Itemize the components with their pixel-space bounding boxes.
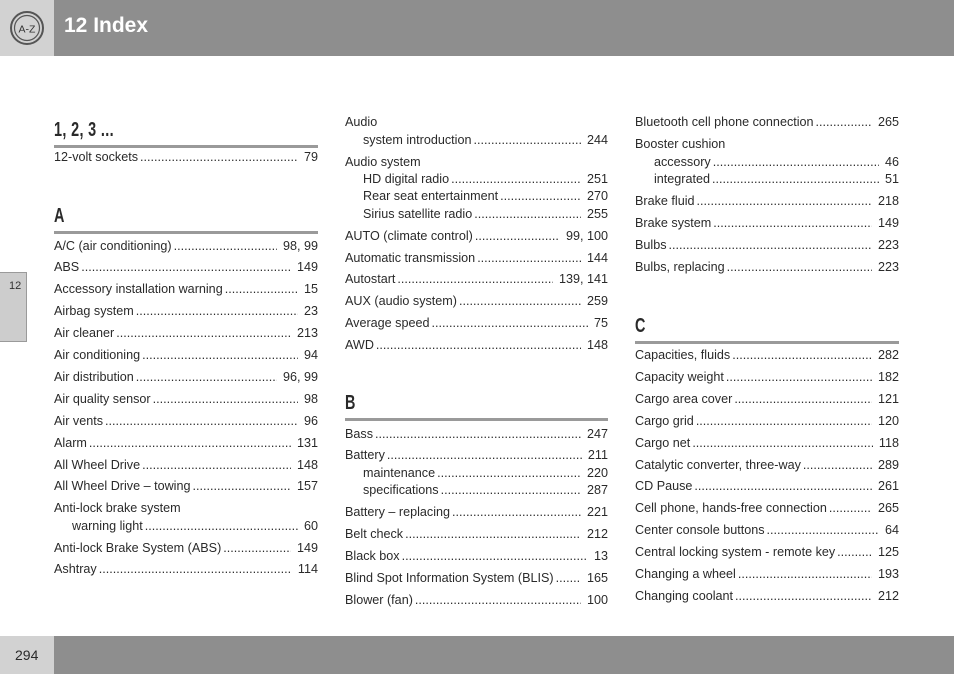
page-title: 12 Index (64, 14, 149, 37)
index-entry: Central locking system - remote key ..... 125 (635, 545, 899, 563)
index-entry: Changing coolant ..... 212 (635, 589, 899, 607)
index-entry: Audio (345, 115, 378, 129)
index-entry: Battery ..... 211 (345, 448, 608, 466)
index-entry: Blower (fan) ..... 100 (345, 593, 608, 611)
index-entry: Airbag system ..... 23 (54, 304, 318, 322)
svg-text:A-Z: A-Z (18, 23, 36, 36)
index-entry: Air distribution ..... 96, 99 (54, 370, 318, 388)
section-heading-b: B (345, 385, 608, 421)
index-entry: Accessory installation warning ..... 15 (54, 282, 318, 300)
index-icon-box (0, 0, 54, 56)
index-entry: Battery – replacing ..... 221 (345, 505, 608, 523)
section-heading-c: C (635, 308, 899, 344)
index-subentry: Rear seat entertainment ..... 270 (363, 189, 608, 207)
index-entry: Changing a wheel ..... 193 (635, 567, 899, 585)
index-subentry: HD digital radio ..... 251 (363, 172, 608, 190)
index-entry: AUTO (climate control) ..... 99, 100 (345, 229, 608, 247)
page-number-box (0, 636, 54, 674)
index-entry: Bulbs, replacing ..... 223 (635, 260, 899, 278)
index-entry: Air conditioning ..... 94 (54, 348, 318, 366)
index-entry: Audio system (345, 155, 421, 169)
index-subentry: maintenance ..... 220 (363, 466, 608, 484)
index-entry: Cell phone, hands-free connection ..... 265 (635, 501, 899, 519)
index-entry: Blind Spot Information System (BLIS) ..... 165 (345, 571, 608, 589)
index-entry: Cargo grid ..... 120 (635, 414, 899, 432)
section-heading-a: A (54, 198, 318, 234)
index-subentry: integrated ..... 51 (654, 172, 899, 190)
index-entry: Anti-lock Brake System (ABS) ..... 149 (54, 541, 318, 559)
page-footer-bar (54, 636, 954, 674)
index-entry: Cargo net ..... 118 (635, 436, 899, 454)
index-entry: Alarm ..... 131 (54, 436, 318, 454)
index-entry: Brake fluid ..... 218 (635, 194, 899, 212)
index-entry: 12-volt sockets ..... 79 (54, 150, 318, 168)
index-entry: Bulbs ..... 223 (635, 238, 899, 256)
index-entry: AUX (audio system) ..... 259 (345, 294, 608, 312)
index-entry: Booster cushion (635, 137, 726, 151)
index-entry: Brake system ..... 149 (635, 216, 899, 234)
index-entry: Autostart ..... 139, 141 (345, 272, 608, 290)
index-entry: Belt check ..... 212 (345, 527, 608, 545)
page-header (0, 0, 954, 56)
index-entry: Air quality sensor ..... 98 (54, 392, 318, 410)
section-heading-123: 1, 2, 3 ... (54, 112, 318, 148)
index-entry: Capacities, fluids ..... 282 (635, 348, 899, 366)
chapter-tab (0, 272, 27, 342)
index-entry: Catalytic converter, three-way ..... 289 (635, 458, 899, 476)
index-entry: Cargo area cover ..... 121 (635, 392, 899, 410)
index-entry: Average speed ..... 75 (345, 316, 608, 334)
index-entry: All Wheel Drive – towing ..... 157 (54, 479, 318, 497)
index-entry: Anti-lock brake system (54, 501, 181, 515)
index-entry: AWD ..... 148 (345, 338, 608, 356)
index-subentry: system introduction ..... 244 (363, 133, 608, 151)
index-entry: ABS ..... 149 (54, 260, 318, 278)
index-entry: CD Pause ..... 261 (635, 479, 899, 497)
index-subentry: Sirius satellite radio ..... 255 (363, 207, 608, 225)
index-subentry: accessory ..... 46 (654, 155, 899, 173)
a-z-index-icon (9, 10, 45, 46)
page-number: 294 (15, 647, 39, 663)
index-entry: Bluetooth cell phone connection ..... 265 (635, 115, 899, 133)
chapter-tab-label: 12 (9, 280, 22, 292)
index-entry: A/C (air conditioning) ..... 98, 99 (54, 239, 318, 257)
index-entry: Air cleaner ..... 213 (54, 326, 318, 344)
index-subentry: specifications ..... 287 (363, 483, 608, 501)
index-subentry: warning light ..... 60 (72, 519, 318, 537)
index-entry: Black box ..... 13 (345, 549, 608, 567)
index-entry: Ashtray ..... 114 (54, 562, 318, 580)
index-entry: All Wheel Drive ..... 148 (54, 458, 318, 476)
index-entry: Center console buttons ..... 64 (635, 523, 899, 541)
index-entry: Air vents ..... 96 (54, 414, 318, 432)
index-entry: Capacity weight ..... 182 (635, 370, 899, 388)
index-entry: Automatic transmission ..... 144 (345, 251, 608, 269)
index-entry: Bass ..... 247 (345, 427, 608, 445)
